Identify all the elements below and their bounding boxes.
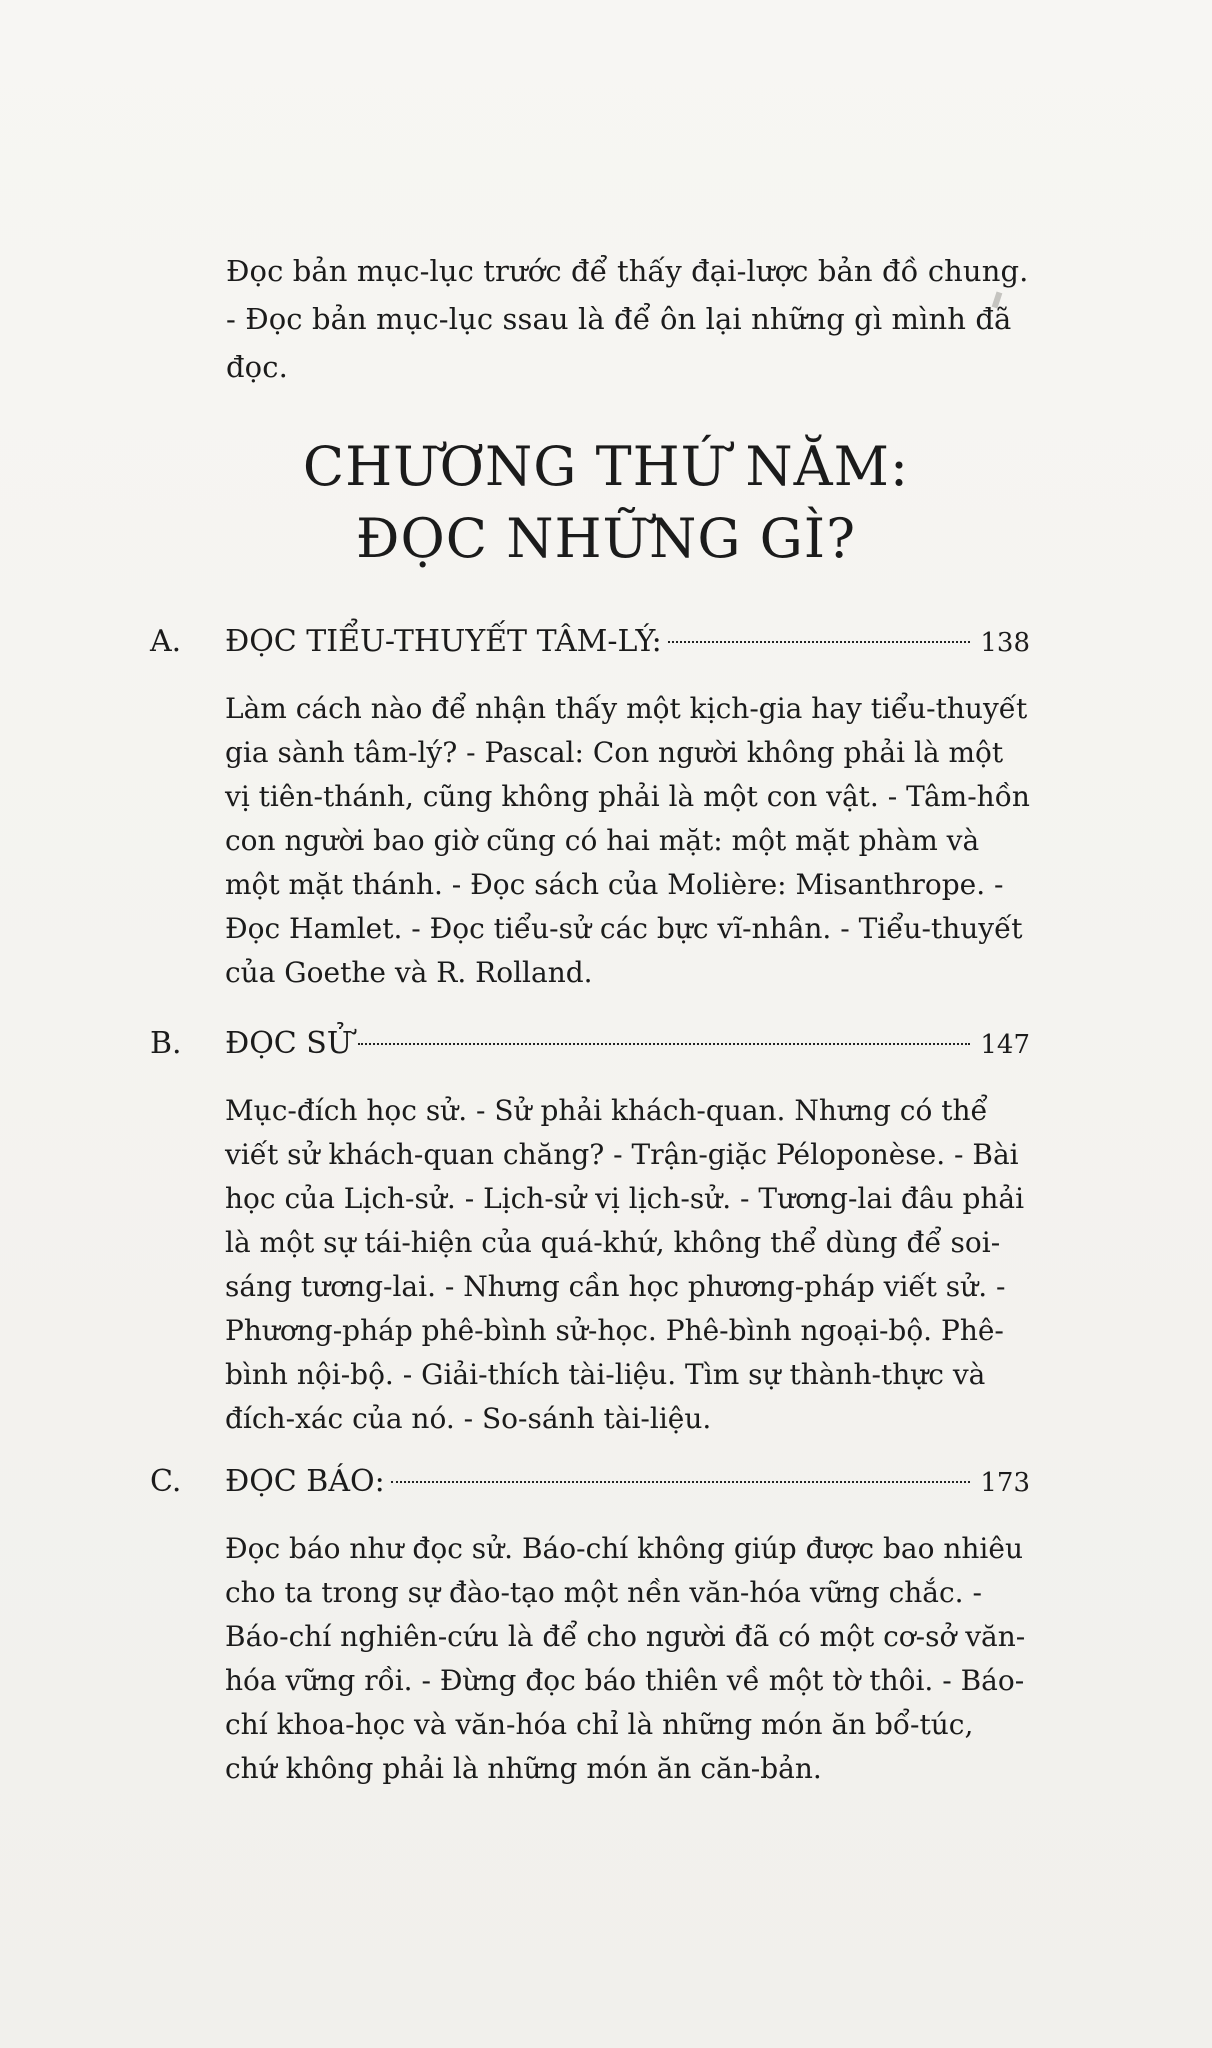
section-a-dot-leader [668, 641, 971, 643]
section-c-letter: C. [150, 1464, 182, 1499]
chapter-title-line-2: ĐỌC NHỮNG GÌ? [355, 507, 857, 571]
section-b-summary: Mục-đích học sử. - Sử phải khách-quan. Nhưng có thể viết sử khách-quan chăng? - Trận-giặc Péloponèse. - Bài học của Lịch-sử. - Lịch-sử vị lịch-sử. - Tương-lai đâu phải là một sự tái-hiện của quá-khứ, không thể dùng để soi-sáng tương-lai. - Nhưng cần học phương-pháp viết sử. - Phương-pháp phê-bình sử-học. Phê-bình ngoại-bộ. Phê-bình nội-bộ. - Giải-thích tài-liệu. Tìm sự thành-thực và đích-xác của nó. - So-sánh tài-liệu. [225, 1094, 1025, 1435]
chapter-title-line-1: CHƯƠNG THỨ NĂM: [302, 435, 910, 499]
section-a-title: ĐỌC TIỂU-THUYẾT TÂM-LÝ: [225, 624, 662, 659]
section-b-letter: B. [150, 1026, 182, 1061]
section-c-dot-leader [391, 1481, 971, 1483]
section-c-title: ĐỌC BÁO: [225, 1464, 385, 1499]
section-c-heading [150, 1462, 1030, 1503]
section-b [150, 1024, 1030, 1469]
section-b-title: ĐỌC SỬ [225, 1026, 353, 1061]
section-c-page-number: 173 [980, 1468, 1030, 1498]
section-b-dot-leader [358, 1043, 970, 1045]
section-c [150, 1462, 1030, 1819]
section-a-letter: A. [150, 624, 182, 659]
chapter-title [0, 431, 1212, 575]
section-a-page-number: 138 [980, 628, 1030, 658]
section-a [150, 622, 1030, 1023]
intro-paragraph: Đọc bản mục-lục trước để thấy đại-lược bản đồ chung. - Đọc bản mục-lục ssau là để ôn lại những gì mình đã đọc. [226, 254, 1029, 384]
section-a-heading [150, 622, 1030, 663]
section-b-heading [150, 1024, 1030, 1065]
section-a-summary: Làm cách nào để nhận thấy một kịch-gia hay tiểu-thuyết gia sành tâm-lý? - Pascal: Con người không phải là một vị tiên-thánh, cũng không phải là một con vật. - Tâm-hồn con người bao giờ cũng có hai mặt: một mặt phàm và một mặt thánh. - Đọc sách của Molière: Misanthrope. - Đọc Hamlet. - Đọc tiểu-sử các bực vĩ-nhân. - Tiểu-thuyết của Goethe và R. Rolland. [225, 692, 1030, 989]
section-b-page-number: 147 [980, 1030, 1030, 1060]
section-c-summary: Đọc báo như đọc sử. Báo-chí không giúp được bao nhiêu cho ta trong sự đào-tạo một nền văn-hóa vững chắc. - Báo-chí nghiên-cứu là để cho người đã có một cơ-sở văn-hóa vững rồi. - Đừng đọc báo thiên về một tờ thôi. - Báo-chí khoa-học và văn-hóa chỉ là những món ăn bổ-túc, chứ không phải là những món ăn căn-bản. [225, 1532, 1026, 1785]
